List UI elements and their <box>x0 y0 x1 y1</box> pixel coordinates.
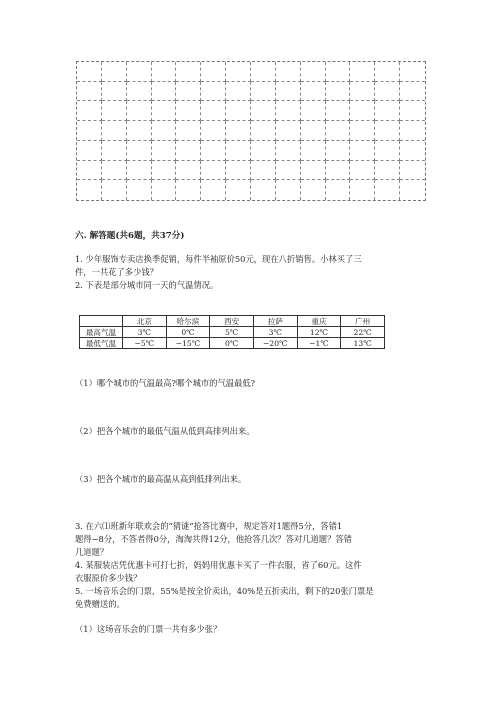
grid-cell <box>251 62 276 82</box>
grid-cell <box>102 141 127 161</box>
grid-cell <box>226 141 251 161</box>
grid-cell <box>375 141 400 161</box>
grid-cell <box>102 101 127 121</box>
grid-cell <box>251 101 276 121</box>
grid-cell <box>102 62 127 82</box>
grid-cell <box>251 161 276 181</box>
grid-cell <box>77 161 102 181</box>
grid-cell <box>127 141 152 161</box>
grid-cell <box>375 62 400 82</box>
grid-cell <box>301 82 326 102</box>
grid-cell <box>77 82 102 102</box>
grid-cell <box>350 141 375 161</box>
table-cell: 12℃ <box>297 327 341 338</box>
grid-cell <box>400 121 425 141</box>
grid-cell <box>152 101 177 121</box>
question-5-line-1: 5. 一场音乐会的门票，55%是按全价卖出，40%是五折卖出，剩下的20张门票是 <box>75 586 374 596</box>
grid-cell <box>276 121 301 141</box>
city-header: 广州 <box>341 316 385 327</box>
grid-cell <box>102 161 127 181</box>
table-cell: −1℃ <box>297 338 341 349</box>
table-cell: −20℃ <box>253 338 297 349</box>
grid-cell <box>350 62 375 82</box>
grid-cell <box>276 82 301 102</box>
question-1-line-1: 1. 少年服饰专卖店换季促销，每件半袖原价50元，现在八折销售。小林买了三 <box>75 254 362 264</box>
grid-cell <box>201 180 226 200</box>
table-header-row <box>80 316 385 327</box>
grid-cell <box>301 141 326 161</box>
grid-cell <box>201 82 226 102</box>
grid-cell <box>127 62 152 82</box>
question-5-line-2: 免费赠送的。 <box>75 599 125 609</box>
grid-cell <box>176 62 201 82</box>
grid-cell <box>326 161 351 181</box>
grid-cell <box>276 101 301 121</box>
grid-cell <box>201 121 226 141</box>
grid-cell <box>152 180 177 200</box>
question-2-sub-2: （2）把各个城市的最低气温从低到高排列出来。 <box>75 426 255 436</box>
grid-cell <box>127 121 152 141</box>
question-3-line-3: 几道题？ <box>75 547 109 557</box>
grid-cell <box>400 62 425 82</box>
city-header: 哈尔滨 <box>166 316 210 327</box>
grid-cell <box>276 141 301 161</box>
grid-cell <box>102 121 127 141</box>
table-cell: −5℃ <box>123 338 167 349</box>
grid-cell <box>176 121 201 141</box>
grid-cell <box>375 82 400 102</box>
grid-cell <box>326 82 351 102</box>
table-corner-cell <box>80 316 123 327</box>
grid-cell <box>350 101 375 121</box>
table-cell: −15℃ <box>166 338 210 349</box>
question-2-sub-1: （1）哪个城市的气温最高?哪个城市的气温最低? <box>75 378 256 388</box>
grid-cell <box>400 161 425 181</box>
city-header: 西安 <box>210 316 254 327</box>
question-5-sub-1: （1）这场音乐会的门票一共有多少张？ <box>75 624 222 634</box>
grid-cell <box>77 101 102 121</box>
grid-cell <box>375 180 400 200</box>
grid-cell <box>375 121 400 141</box>
table-cell: 3℃ <box>253 327 297 338</box>
grid-cell <box>201 101 226 121</box>
table-row <box>80 338 385 349</box>
table-cell: 0℃ <box>210 338 254 349</box>
grid-cell <box>176 101 201 121</box>
grid-cell <box>176 161 201 181</box>
city-header: 北京 <box>123 316 167 327</box>
grid-cell <box>251 180 276 200</box>
grid-cell <box>152 141 177 161</box>
grid-cell <box>176 141 201 161</box>
grid-cell <box>326 121 351 141</box>
grid-cell <box>301 161 326 181</box>
grid-cell <box>301 101 326 121</box>
table-cell: 22℃ <box>341 327 385 338</box>
grid-cell <box>152 121 177 141</box>
grid-cell <box>77 180 102 200</box>
grid-cell <box>326 141 351 161</box>
question-3-line-2: 题得−8分，不答者得0分，淘淘共得12分，他抢答几次？答对几道题？答错 <box>75 534 352 544</box>
grid-cell <box>276 62 301 82</box>
grid-cell <box>400 82 425 102</box>
grid-cell <box>226 82 251 102</box>
grid-cell <box>301 62 326 82</box>
grid-cell <box>276 161 301 181</box>
grid-cell <box>251 82 276 102</box>
grid-cell <box>127 161 152 181</box>
table-cell: 13℃ <box>341 338 385 349</box>
grid-cell <box>350 121 375 141</box>
grid-cell <box>201 161 226 181</box>
grid-cell <box>152 62 177 82</box>
city-header: 重庆 <box>297 316 341 327</box>
grid-cell <box>350 82 375 102</box>
grid-cell <box>350 161 375 181</box>
grid-cell <box>152 82 177 102</box>
table-row <box>80 327 385 338</box>
grid-cell <box>400 141 425 161</box>
question-3-line-1: 3. 在六⑴班新年联欢会的“猜谜”抢答比赛中，规定答对1题得5分，答错1 <box>75 521 343 531</box>
grid-cell <box>326 101 351 121</box>
grid-cell <box>77 62 102 82</box>
grid-cell <box>251 121 276 141</box>
grid-cell <box>176 180 201 200</box>
grid-cell <box>301 121 326 141</box>
grid-cell <box>127 101 152 121</box>
grid-cell <box>326 180 351 200</box>
grid-cell <box>102 180 127 200</box>
grid-cell <box>226 62 251 82</box>
section-title: 六. 解答题(共6题，共37分) <box>75 231 185 241</box>
grid-cell <box>77 141 102 161</box>
grid-cell <box>226 101 251 121</box>
grid-cell <box>226 161 251 181</box>
grid-cell <box>350 180 375 200</box>
grid-cell <box>127 180 152 200</box>
question-2-line-1: 2. 下表是部分城市同一天的气温情况。 <box>75 280 219 290</box>
table-cell: 3℃ <box>123 327 167 338</box>
grid-cell <box>226 180 251 200</box>
grid-cell <box>226 121 251 141</box>
grid-cell <box>201 62 226 82</box>
grid-cell <box>176 82 201 102</box>
question-2-sub-3: （3）把各个城市的最高温从高到低排列出来。 <box>75 474 247 484</box>
grid-cell <box>400 101 425 121</box>
grid-cell <box>102 82 127 102</box>
grid-cell <box>400 180 425 200</box>
city-header: 拉萨 <box>253 316 297 327</box>
grid-cell <box>276 180 301 200</box>
question-4-line-1: 4. 某服装店凭优惠卡可打七折，妈妈用优惠卡买了一件衣服，省了60元。这件 <box>75 560 362 570</box>
grid-cell <box>127 82 152 102</box>
row-label: 最低气温 <box>80 338 123 349</box>
answer-grid <box>76 61 426 201</box>
grid-cell <box>201 141 226 161</box>
grid-cell <box>375 161 400 181</box>
temperature-table <box>79 315 385 349</box>
table-cell: 5℃ <box>210 327 254 338</box>
grid-cell <box>326 62 351 82</box>
question-4-line-2: 衣服原价多少钱？ <box>75 573 142 583</box>
grid-cell <box>251 141 276 161</box>
grid-cell <box>77 121 102 141</box>
grid-cell <box>375 101 400 121</box>
table-cell: 0℃ <box>166 327 210 338</box>
grid-cell <box>301 180 326 200</box>
row-label: 最高气温 <box>80 327 123 338</box>
question-1-line-2: 件，一共花了多少钱？ <box>75 267 158 277</box>
grid-cell <box>152 161 177 181</box>
